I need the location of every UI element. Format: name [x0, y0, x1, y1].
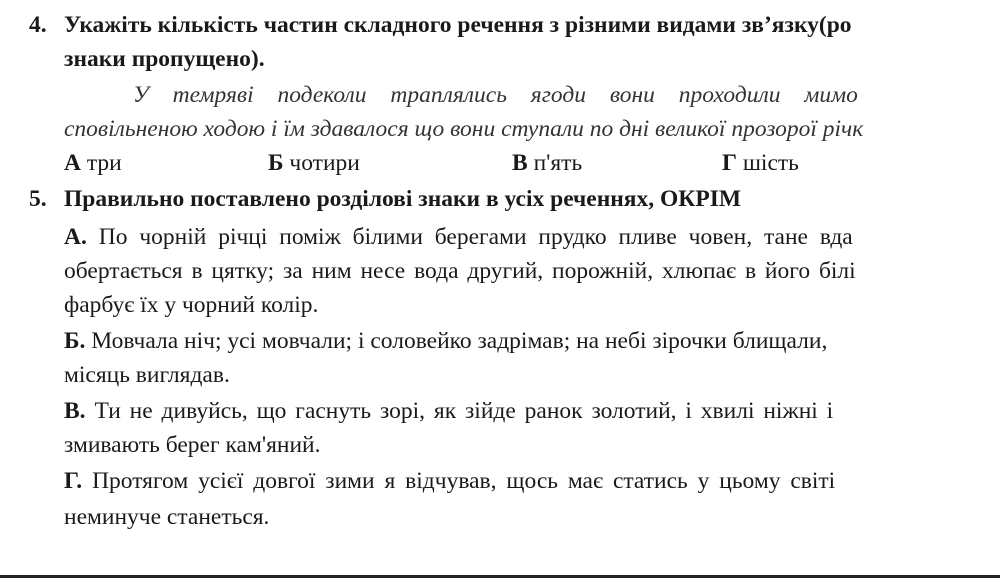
question-4-title-line1: Укажіть кількість частин складного речення з різними видами зв’язку(ро: [64, 12, 852, 38]
question-4-option-g: [722, 150, 799, 177]
question-4-option-b: [268, 150, 360, 177]
question-5-number: 5.: [29, 186, 47, 212]
option-text: три: [86, 150, 122, 176]
answer-g-line2: неминуче станеться.: [64, 504, 270, 530]
answer-v-text-line1: Ти не дивуйсь, що гаснуть зорі, як зійде ранок золотий, і хвилі ніжні і: [94, 398, 834, 424]
option-text: п'ять: [533, 150, 583, 176]
answer-v-line2: змивають берег кам'яний.: [64, 432, 321, 458]
question-4-sentence-line2: сповільненою ходою і їм здавалося що вони ступали по дні великої прозорої річк: [64, 116, 864, 142]
question-4-option-v: [512, 150, 582, 177]
option-letter: В: [512, 150, 528, 176]
answer-g-line1: [64, 468, 835, 495]
answer-g-text-line1: Протягом усієї довгої зими я відчував, щось має статись у цьому світі: [92, 468, 836, 494]
option-text: чотири: [289, 150, 360, 176]
answer-g-letter: Г.: [64, 468, 83, 494]
answer-v-line1: [64, 398, 833, 425]
answer-a-text-line1: По чорній річці поміж білими берегами прудко пливе човен, тане вда: [98, 224, 853, 250]
answer-a-letter: А.: [64, 224, 87, 250]
question-4-sentence-line1: У темряві подеколи траплялись ягоди вони проходили мимо: [133, 82, 858, 108]
answer-a-line1: [64, 224, 853, 251]
option-text: шість: [742, 150, 799, 176]
option-letter: Г: [722, 150, 737, 176]
bottom-rule: [0, 575, 1000, 578]
question-5-title: Правильно поставлено розділові знаки в усіх реченнях, ОКРІМ: [64, 186, 742, 212]
question-4-option-a: [64, 150, 122, 177]
answer-a-line3: фарбує їх у чорний колір.: [64, 292, 319, 318]
answer-b-line2: місяць виглядав.: [64, 362, 230, 388]
option-letter: Б: [268, 150, 284, 176]
question-4-number: 4.: [29, 12, 47, 38]
answer-a-line2: обертається в цятку; за ним несе вода другий, порожній, хлюпає в його білі: [64, 258, 856, 284]
answer-v-letter: В.: [64, 398, 86, 424]
answer-b-text-line1: Мовчала ніч; усі мовчали; і соловейко задрімав; на небі зірочки блищали,: [91, 328, 828, 354]
option-letter: А: [64, 150, 81, 176]
answer-b-letter: Б.: [64, 328, 86, 354]
answer-b-line1: [64, 328, 827, 355]
question-4-title-line2: знаки пропущено).: [64, 46, 265, 72]
